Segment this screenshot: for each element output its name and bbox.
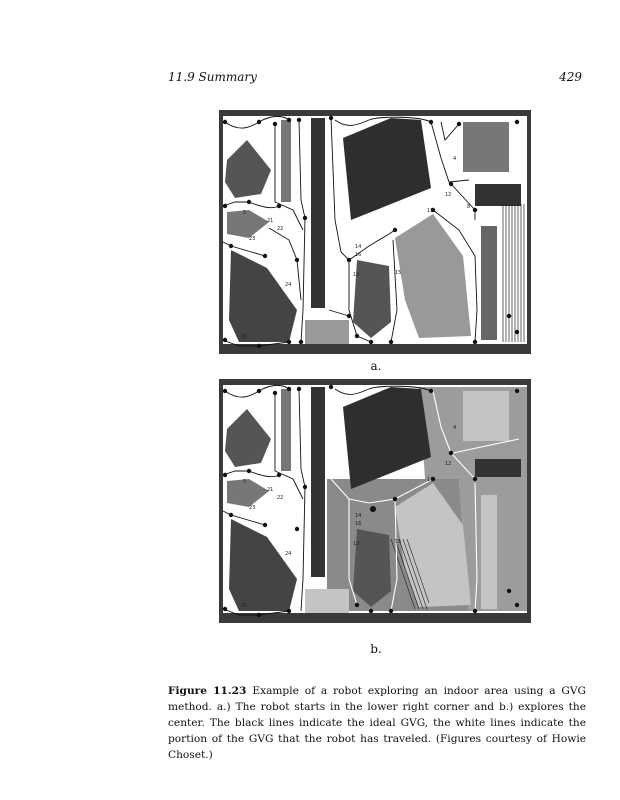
gvg-map-b <box>219 379 531 623</box>
node-number: 11 <box>427 477 434 483</box>
node-number: 14 <box>355 244 362 250</box>
node-number: 22 <box>277 226 284 232</box>
node-number: 15 <box>395 270 402 276</box>
figure-a-label: a. <box>370 359 382 373</box>
section-title: 11.9 Summary <box>168 70 257 84</box>
node-number: 23 <box>249 505 256 511</box>
node-number: 20 <box>241 603 248 609</box>
node-number: 8 <box>467 204 471 210</box>
node-number: 11 <box>427 208 434 214</box>
node-number: 12 <box>445 461 452 467</box>
running-head <box>168 70 582 88</box>
node-number: 14 <box>355 513 362 519</box>
node-number: 23 <box>249 236 256 242</box>
node-number: 24 <box>285 282 292 288</box>
node-number: 4 <box>453 156 457 162</box>
figure-caption <box>168 683 586 763</box>
figure-b-label: b. <box>370 642 382 656</box>
page-number: 429 <box>559 70 582 84</box>
figure-b-gvg-map <box>219 379 531 623</box>
figure-a-gvg-map <box>219 110 531 354</box>
node-number: 16 <box>355 521 362 527</box>
node-number: 24 <box>285 551 292 557</box>
gvg-map-a <box>219 110 531 354</box>
node-number: 20 <box>241 334 248 340</box>
node-number: 13 <box>353 541 360 547</box>
node-number: 5 <box>243 479 247 485</box>
node-number: 5 <box>243 210 247 216</box>
node-number: 21 <box>267 487 274 493</box>
node-number: 16 <box>355 252 362 258</box>
node-number: 12 <box>445 192 452 198</box>
caption-text: Example of a robot exploring an indoor area using a GVG method. a.) The robot starts in the lower right corner and b.) explores the center. The black lines indicate the ideal GVG, the white lines indicate the portion of the GVG that the robot has traveled. (Figures courtesy of Howie Choset.) <box>168 685 586 761</box>
node-number: 21 <box>267 218 274 224</box>
node-number: 4 <box>453 425 457 431</box>
figure-number: Figure 11.23 <box>168 685 247 697</box>
node-number: 15 <box>395 539 402 545</box>
node-number: 22 <box>277 495 284 501</box>
node-number: 13 <box>353 272 360 278</box>
